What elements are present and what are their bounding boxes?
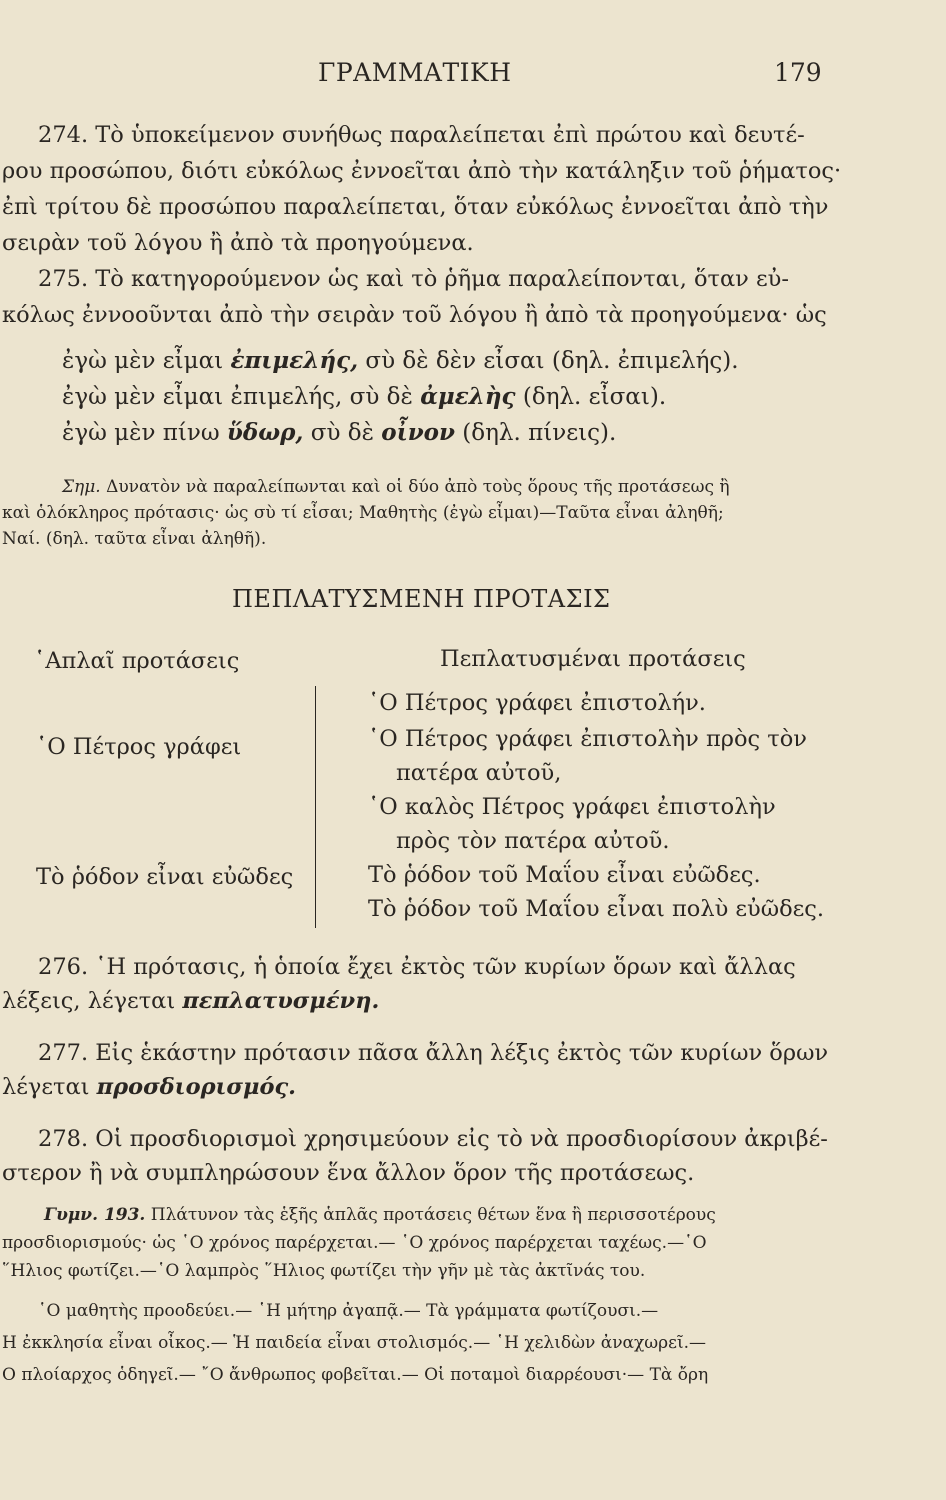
exercise-label: Γυμν. 193.: [44, 1205, 146, 1225]
p277-text: λέγεται: [2, 1074, 97, 1100]
example-3-text-c: σὺ δὲ: [303, 420, 382, 446]
p274-line-2: ρου προσώπου, διότι εὐκόλως ἐννοεῖται ἀπὸ τὴν κατάληξιν τοῦ ῥήματος·: [2, 158, 842, 184]
example-3-emphasis-2: οἶνον: [381, 419, 455, 446]
p276-term: πεπλατυσμένη.: [182, 988, 380, 1014]
p276-line-2: [2, 986, 379, 1016]
right-item-1: ῾Ο Πέτρος γράφει ἐπιστολήν.: [368, 690, 706, 716]
note-line-1: [62, 474, 730, 500]
exercise-line-3: ῞Ηλιος φωτίζει.—῾Ο λαμπρὸς ῞Ηλιος φωτίζει τὴν γῆν μὲ τὰς ἀκτῖνάς του.: [2, 1261, 646, 1281]
exercise-list-2: Η ἐκκλησία εἶναι οἶκος.— Ἡ παιδεία εἶναι στολισμός.— ῾Η χελιδὼν ἀναχωρεῖ.—: [2, 1333, 707, 1353]
left-item-2: Τὸ ῥόδον εἶναι εὐῶδες: [36, 864, 294, 890]
right-item-3: ῾Ο καλὸς Πέτρος γράφει ἐπιστολὴν: [368, 794, 776, 820]
right-item-4: Τὸ ῥόδον τοῦ Μαΐου εἶναι εὐῶδες.: [368, 862, 761, 888]
example-3-emphasis-1: ὕδωρ,: [226, 419, 304, 446]
right-item-3-cont: πρὸς τὸν πατέρα αὐτοῦ.: [396, 828, 670, 854]
example-2-text-a: ἐγὼ μὲν εἶμαι ἐπιμελής, σὺ δὲ: [62, 384, 421, 410]
p275-line-2: κόλως ἐννοοῦνται ἀπὸ τὴν σειρὰν τοῦ λόγου ἢ ἀπὸ τὰ προηγούμενα· ὡς: [2, 302, 827, 328]
p274-line-4: σειρὰν τοῦ λόγου ἢ ἀπὸ τὰ προηγούμενα.: [2, 230, 474, 256]
example-1-emphasis: ἐπιμελής,: [230, 347, 359, 374]
example-2-text-c: (δηλ. εἶσαι).: [515, 384, 667, 410]
p276-text: λέξεις, λέγεται: [2, 988, 183, 1014]
exercise-list-3: Ο πλοίαρχος ὁδηγεῖ.— ῎Ο ἄνθρωπος φοβεῖται.— Οἱ ποταμοὶ διαρρέουσι·— Τὰ ὄρη: [2, 1365, 709, 1385]
exercise-text-1: Πλάτυνον τὰς ἑξῆς ἁπλᾶς προτάσεις θέτων ἕνα ἢ περισσοτέρους: [145, 1205, 716, 1225]
example-1-text-c: σὺ δὲ δὲν εἶσαι (δηλ. ἐπιμελής).: [358, 348, 739, 374]
page-number: 179: [774, 58, 822, 87]
note-line-2: καὶ ὁλόκληρος πρότασις· ὡς σὺ τί εἶσαι; Μαθητὴς (ἐγὼ εἶμαι)—Ταῦτα εἶναι ἀληθῆ;: [2, 503, 724, 523]
left-item-1: ῾Ο Πέτρος γράφει: [36, 734, 242, 760]
p278-line-2: στερον ἢ νὰ συμπληρώσουν ἕνα ἄλλον ὅρον τῆς προτάσεως.: [2, 1160, 695, 1186]
example-line-1: [62, 346, 739, 376]
exercise-list-1: ῾Ο μαθητὴς προοδεύει.— ῾Η μήτηρ ἀγαπᾷ.— Τὰ γράμματα φωτίζουσι.—: [38, 1301, 659, 1321]
example-1-text-a: ἐγὼ μὲν εἶμαι: [62, 348, 231, 374]
p274-line-3: ἐπὶ τρίτου δὲ προσώπου παραλείπεται, ὅταν εὐκόλως ἐννοεῖται ἀπὸ τὴν: [2, 194, 829, 220]
right-item-2-cont: πατέρα αὐτοῦ,: [396, 760, 562, 786]
note-text-1: Δυνατὸν νὰ παραλείπωνται καὶ οἱ δύο ἀπὸ τοὺς ὅρους τῆς προτάσεως ἢ: [100, 477, 730, 497]
section-title: ΠΕΠΛΑΤΥΣΜΕΝΗ ΠΡΟΤΑΣΙΣ: [232, 585, 611, 613]
p274-line-1: 274. Τὸ ὑποκείμενον συνήθως παραλείπεται ἐπὶ πρώτου καὶ δευτέ-: [38, 122, 805, 148]
p278-line-1: 278. Οἱ προσδιορισμοὶ χρησιμεύουν εἰς τὸ νὰ προσδιορίσουν ἀκριβέ-: [38, 1126, 828, 1152]
left-column-header: ῾Απλαῖ προτάσεις: [34, 648, 240, 674]
exercise-line-1: [44, 1202, 716, 1228]
p277-line-2: [2, 1072, 296, 1102]
example-line-2: [62, 382, 666, 412]
example-3-text-e: (δηλ. πίνεις).: [454, 420, 617, 446]
p277-line-1: 277. Εἰς ἑκάστην πρότασιν πᾶσα ἄλλη λέξις ἐκτὸς τῶν κυρίων ὅρων: [38, 1040, 829, 1066]
p275-line-1: 275. Τὸ κατηγορούμενον ὡς καὶ τὸ ῥῆμα παραλείπονται, ὅταν εὐ-: [38, 266, 789, 292]
p276-line-1: 276. ῾Η πρότασις, ἡ ὁποία ἔχει ἐκτὸς τῶν κυρίων ὅρων καὶ ἄλλας: [38, 954, 796, 980]
right-item-5: Τὸ ῥόδον τοῦ Μαΐου εἶναι πολὺ εὐῶδες.: [368, 896, 825, 922]
right-column-header: Πεπλατυσμέναι προτάσεις: [440, 646, 746, 672]
example-2-emphasis: ἀμελὴς: [420, 383, 516, 410]
example-line-3: [62, 418, 616, 448]
note-line-3: Ναί. (δηλ. ταῦτα εἶναι ἀληθῆ).: [2, 529, 267, 549]
running-header-title: ΓΡΑΜΜΑΤΙΚΗ: [318, 58, 512, 87]
example-3-text-a: ἐγὼ μὲν πίνω: [62, 420, 227, 446]
p277-term: προσδιορισμός.: [96, 1074, 297, 1100]
table-bracket: [315, 686, 317, 928]
note-label: Σημ.: [62, 477, 101, 497]
exercise-line-2: προσδιορισμούς· ὡς ῾Ο χρόνος παρέρχεται.— ῾Ο χρόνος παρέρχεται ταχέως.—῾Ο: [2, 1233, 707, 1253]
right-item-2: ῾Ο Πέτρος γράφει ἐπιστολὴν πρὸς τὸν: [368, 726, 807, 752]
